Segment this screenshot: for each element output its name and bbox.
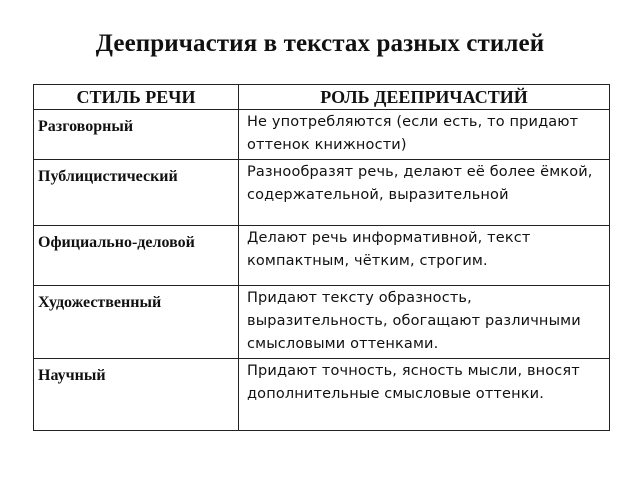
header-style: СТИЛЬ РЕЧИ <box>34 85 239 110</box>
table-row <box>34 110 610 160</box>
table-row <box>34 160 610 226</box>
table-row <box>34 286 610 359</box>
table-header-row <box>34 85 610 110</box>
table-row <box>34 359 610 431</box>
role-cell: Придают точность, ясность мысли, вносят дополнительные смысловые оттенки. <box>239 359 610 431</box>
styles-table <box>33 84 610 431</box>
role-cell: Не употребляются (если есть, то придают оттенок книжности) <box>239 110 610 160</box>
role-cell: Делают речь информативной, текст компактным, чётким, строгим. <box>239 226 610 286</box>
style-cell: Художественный <box>34 286 239 359</box>
role-cell: Придают тексту образность, выразительность, обогащают различными смысловыми оттенками. <box>239 286 610 359</box>
style-cell: Научный <box>34 359 239 431</box>
style-cell: Официально-деловой <box>34 226 239 286</box>
role-cell: Разнообразят речь, делают её более ёмкой, содержательной, выразительной <box>239 160 610 226</box>
header-role: РОЛЬ ДЕЕПРИЧАСТИЙ <box>239 85 610 110</box>
style-cell: Публицистический <box>34 160 239 226</box>
table-row <box>34 226 610 286</box>
style-cell: Разговорный <box>34 110 239 160</box>
page-title: Деепричастия в текстах разных стилей <box>95 30 545 57</box>
